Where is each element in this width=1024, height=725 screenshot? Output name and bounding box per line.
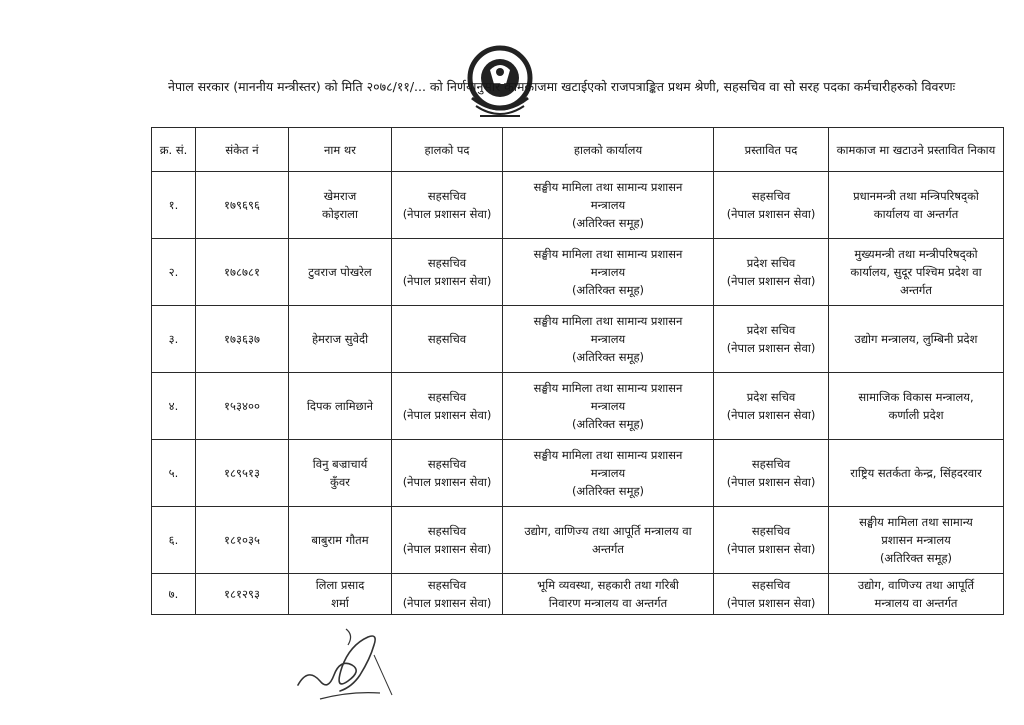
current-office-cell (503, 306, 714, 373)
name-cell (289, 373, 392, 440)
cell-line: सङ्घीय मामिला तथा सामान्य प्रशासन (533, 381, 683, 395)
header-serial: क्र. सं. (152, 128, 196, 172)
document-heading: नेपाल सरकार (माननीय मन्त्रीस्तर) को मिति २०७८/११/... को निर्णयानुसार कामकाजमा खटाईएको राजपत्राङ्कित प्रथम श्रेणी, सहसचिव वा सो सरह पदका कर्मचारीहरुको विवरणः (168, 79, 956, 94)
name-cell (289, 239, 392, 306)
cell-line: उद्योग मन्त्रालय, लुम्बिनी प्रदेश (854, 332, 978, 346)
cell-line: मन्त्रालय (590, 265, 626, 279)
cell-line: विनु बज्राचार्य (312, 457, 368, 471)
current-post-cell (392, 239, 503, 306)
name-cell (289, 507, 392, 574)
cell-line: शर्मा (331, 596, 349, 610)
code-cell: १७९६९६ (196, 172, 289, 239)
cell-line: उद्योग, वाणिज्य तथा आपूर्ति मन्त्रालय वा (524, 524, 692, 538)
current-post-cell (392, 172, 503, 239)
name-cell (289, 306, 392, 373)
cell-line: प्रदेश सचिव (746, 256, 796, 270)
cell-line: सहसचिव (751, 578, 791, 592)
cell-line: अन्तर्गत (900, 283, 932, 297)
cell-line: (अतिरिक्त समूह) (571, 216, 645, 230)
header-current-post: हालको पद (392, 128, 503, 172)
cell-line: कुँवर (330, 475, 350, 489)
cell-line: सहसचिव (751, 524, 791, 538)
current-office-cell (503, 440, 714, 507)
cell-line: खेमराज (323, 189, 357, 203)
cell-line: प्रदेश सचिव (746, 323, 796, 337)
cell-line: सहसचिव (427, 578, 467, 592)
current-office-cell (503, 239, 714, 306)
table-row (152, 373, 1004, 440)
current-post-cell (392, 373, 503, 440)
cell-line: सहसचिव (427, 256, 467, 270)
proposed-post-cell (714, 306, 829, 373)
cell-line: सहसचिव (427, 390, 467, 404)
proposed-body-cell (829, 507, 1004, 574)
cell-line: (नेपाल प्रशासन सेवा) (402, 475, 492, 489)
cell-line: सङ्घीय मामिला तथा सामान्य प्रशासन (533, 247, 683, 261)
serial-cell: ४. (152, 373, 196, 440)
table-row (152, 440, 1004, 507)
cell-line: सङ्घीय मामिला तथा सामान्य प्रशासन (533, 448, 683, 462)
proposed-post-cell (714, 172, 829, 239)
proposed-body-cell (829, 306, 1004, 373)
cell-line: राष्ट्रिय सतर्कता केन्द्र, सिंहदरवार (850, 466, 982, 480)
proposed-body-cell (829, 239, 1004, 306)
current-post-cell (392, 440, 503, 507)
cell-line: प्रदेश सचिव (746, 390, 796, 404)
header-name: नाम थर (289, 128, 392, 172)
cell-line: दिपक लामिछाने (306, 399, 374, 413)
code-cell: १७३६३७ (196, 306, 289, 373)
serial-cell: १. (152, 172, 196, 239)
cell-line: (अतिरिक्त समूह) (571, 350, 645, 364)
cell-line: (अतिरिक्त समूह) (571, 283, 645, 297)
cell-line: बाबुराम गौतम (311, 533, 369, 547)
serial-cell: ३. (152, 306, 196, 373)
cell-line: मन्त्रालय (590, 332, 626, 346)
code-cell: १८९५१३ (196, 440, 289, 507)
cell-line: (अतिरिक्त समूह) (879, 551, 953, 565)
cell-line: (नेपाल प्रशासन सेवा) (402, 408, 492, 422)
cell-line: (नेपाल प्रशासन सेवा) (726, 475, 816, 489)
serial-cell: ७. (152, 574, 196, 615)
cell-line: (नेपाल प्रशासन सेवा) (726, 207, 816, 221)
cell-line: सङ्घीय मामिला तथा सामान्य (859, 515, 973, 529)
proposed-post-cell (714, 440, 829, 507)
current-office-cell (503, 507, 714, 574)
cell-line: सहसचिव (751, 457, 791, 471)
cell-line: कर्णाली प्रदेश (888, 408, 944, 422)
cell-line: अन्तर्गत (592, 542, 624, 556)
cell-line: मन्त्रालय (590, 466, 626, 480)
cell-line: (नेपाल प्रशासन सेवा) (402, 207, 492, 221)
code-cell: १५३४०० (196, 373, 289, 440)
code-cell: १८१०३५ (196, 507, 289, 574)
cell-line: कोइराला (322, 207, 358, 221)
proposed-body-cell (829, 574, 1004, 615)
proposed-post-cell (714, 373, 829, 440)
current-post-cell (392, 306, 503, 373)
cell-line: टुवराज पोखरेल (308, 265, 372, 279)
proposed-body-cell (829, 440, 1004, 507)
code-cell: १८१२९३ (196, 574, 289, 615)
table-row (152, 239, 1004, 306)
table-header-row (152, 128, 1004, 172)
serial-cell: ५. (152, 440, 196, 507)
cell-line: निवारण मन्त्रालय वा अन्तर्गत (548, 596, 668, 610)
proposed-body-cell (829, 373, 1004, 440)
cell-line: (नेपाल प्रशासन सेवा) (402, 596, 492, 610)
cell-line: प्रशासन मन्त्रालय (881, 533, 951, 547)
cell-line: सहसचिव (427, 524, 467, 538)
serial-cell: ६. (152, 507, 196, 574)
cell-line: सहसचिव (427, 189, 467, 203)
handwritten-signature (290, 615, 400, 710)
cell-line: प्रधानमन्त्री तथा मन्त्रिपरिषद्को (853, 189, 979, 203)
table-body (152, 172, 1004, 615)
cell-line: मुख्यमन्त्री तथा मन्त्रीपरिषद्को (854, 247, 978, 261)
cell-line: सङ्घीय मामिला तथा सामान्य प्रशासन (533, 314, 683, 328)
cell-line: हेमराज सुवेदी (311, 332, 369, 346)
cell-line: (नेपाल प्रशासन सेवा) (726, 341, 816, 355)
name-cell (289, 172, 392, 239)
serial-cell: २. (152, 239, 196, 306)
name-cell (289, 574, 392, 615)
proposed-post-cell (714, 574, 829, 615)
cell-line: लिला प्रसाद (315, 578, 365, 592)
cell-line: (नेपाल प्रशासन सेवा) (726, 274, 816, 288)
cell-line: मन्त्रालय (590, 198, 626, 212)
header-proposed-post: प्रस्तावित पद (714, 128, 829, 172)
table-row (152, 507, 1004, 574)
cell-line: (अतिरिक्त समूह) (571, 417, 645, 431)
current-post-cell (392, 507, 503, 574)
cell-line: (नेपाल प्रशासन सेवा) (402, 274, 492, 288)
employee-assignment-table (151, 127, 1004, 615)
header-code: संकेत नं (196, 128, 289, 172)
cell-line: सहसचिव (427, 332, 467, 346)
cell-line: (नेपाल प्रशासन सेवा) (726, 408, 816, 422)
code-cell: १७८७८१ (196, 239, 289, 306)
current-post-cell (392, 574, 503, 615)
cell-line: (नेपाल प्रशासन सेवा) (726, 542, 816, 556)
cell-line: सहसचिव (427, 457, 467, 471)
cell-line: (नेपाल प्रशासन सेवा) (726, 596, 816, 610)
current-office-cell (503, 373, 714, 440)
header-proposed-body: कामकाज मा खटाउने प्रस्तावित निकाय (829, 128, 1004, 172)
name-cell (289, 440, 392, 507)
table-row (152, 306, 1004, 373)
cell-line: सङ्घीय मामिला तथा सामान्य प्रशासन (533, 180, 683, 194)
table-row (152, 574, 1004, 615)
table-row (152, 172, 1004, 239)
proposed-post-cell (714, 239, 829, 306)
cell-line: मन्त्रालय वा अन्तर्गत (874, 596, 958, 610)
header-current-office: हालको कार्यालय (503, 128, 714, 172)
cell-line: मन्त्रालय (590, 399, 626, 413)
cell-line: (नेपाल प्रशासन सेवा) (402, 542, 492, 556)
cell-line: कार्यालय, सुदूर पश्चिम प्रदेश वा (850, 265, 982, 279)
proposed-body-cell (829, 172, 1004, 239)
cell-line: उद्योग, वाणिज्य तथा आपूर्ति (857, 578, 975, 592)
proposed-post-cell (714, 507, 829, 574)
current-office-cell (503, 574, 714, 615)
cell-line: कार्यालय वा अन्तर्गत (873, 207, 959, 221)
cell-line: भूमि व्यवस्था, सहकारी तथा गरिबी (537, 578, 679, 592)
cell-line: सहसचिव (751, 189, 791, 203)
cell-line: सामाजिक विकास मन्त्रालय, (858, 390, 974, 404)
cell-line: (अतिरिक्त समूह) (571, 484, 645, 498)
current-office-cell (503, 172, 714, 239)
